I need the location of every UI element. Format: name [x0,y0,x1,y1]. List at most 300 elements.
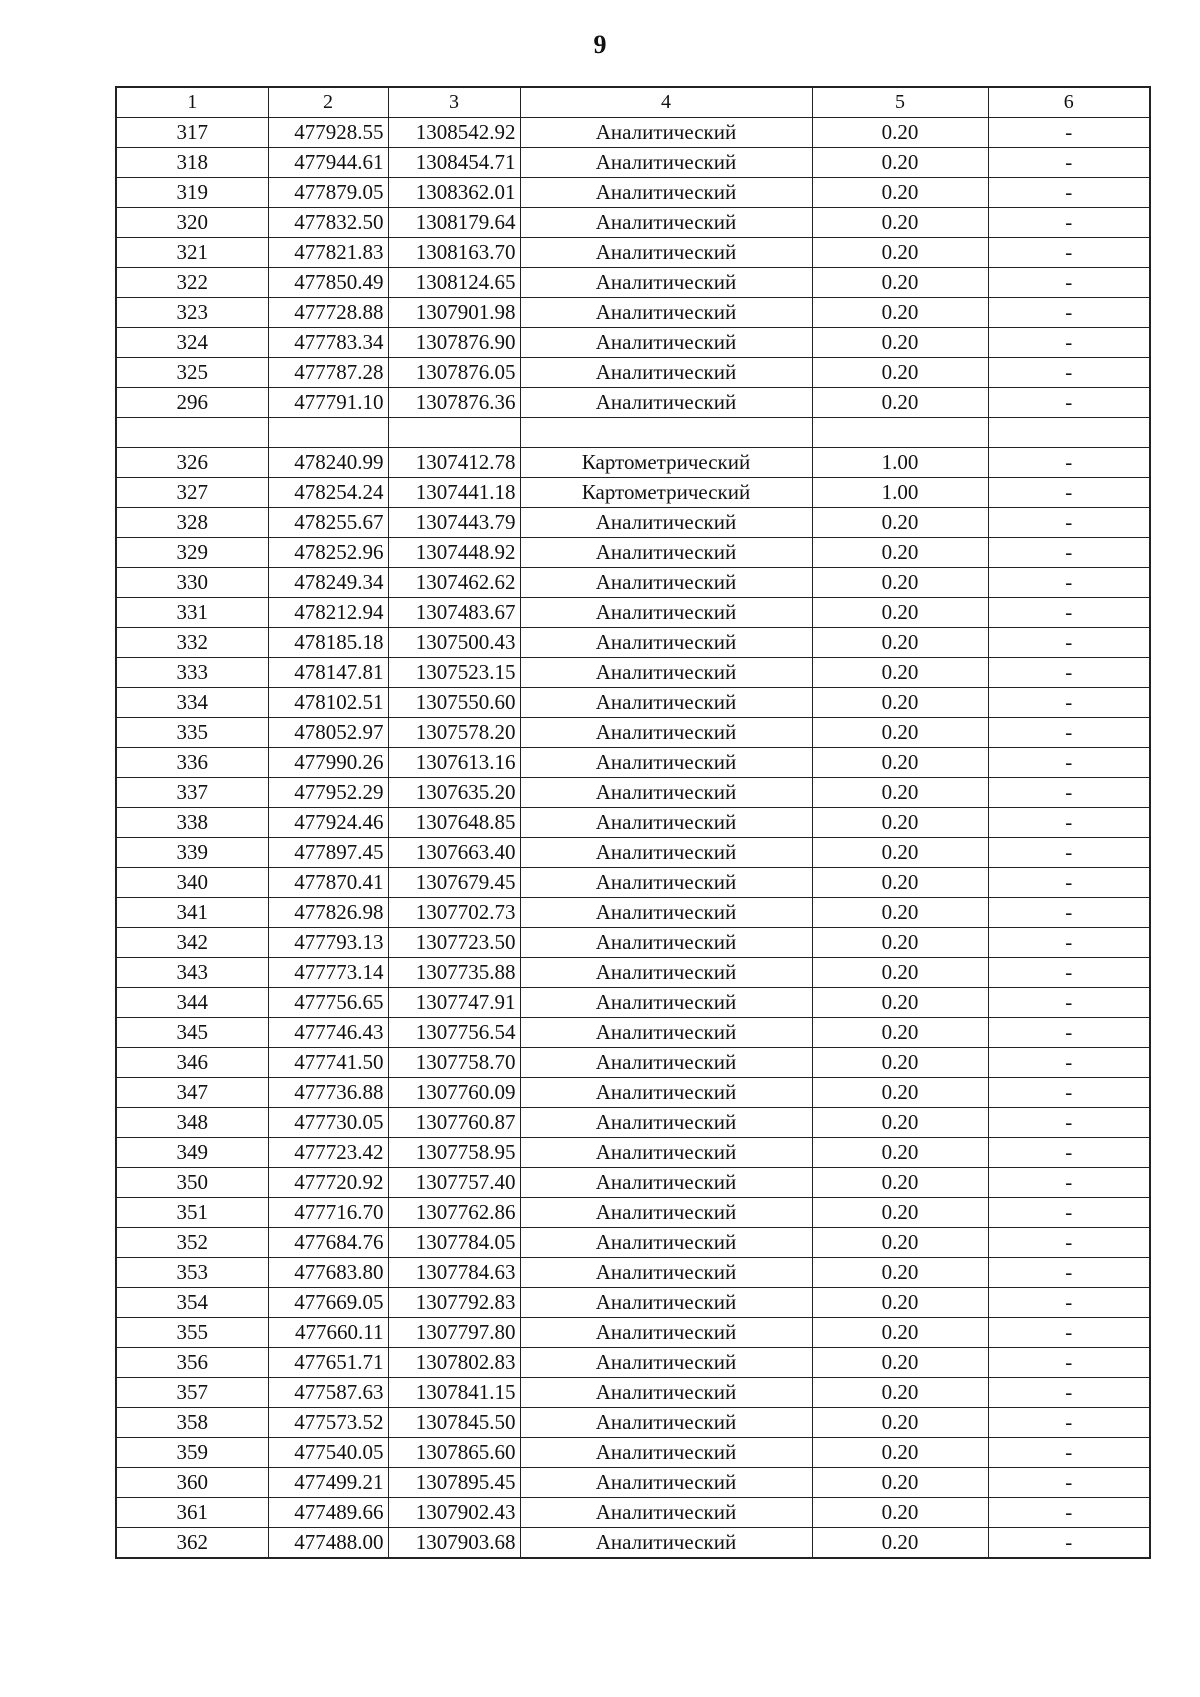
cell-accuracy: 0.20 [812,1468,988,1498]
cell-coord-x: 477684.76 [268,1228,388,1258]
cell-coord-y: 1307578.20 [388,718,520,748]
cell-coord-y: 1307648.85 [388,808,520,838]
cell-point-number: 337 [116,778,268,808]
cell-note: - [988,178,1150,208]
cell-point-number: 317 [116,118,268,148]
table-row [116,1348,1150,1378]
cell-note: - [988,1108,1150,1138]
cell-coord-y: 1307758.95 [388,1138,520,1168]
cell-method: Аналитический [520,838,812,868]
cell-coord-x: 477728.88 [268,298,388,328]
cell-accuracy: 0.20 [812,148,988,178]
cell-point-number: 323 [116,298,268,328]
cell-note: - [988,568,1150,598]
cell-point-number: 338 [116,808,268,838]
cell-method: Аналитический [520,688,812,718]
cell-note: - [988,718,1150,748]
cell-note: - [988,1528,1150,1559]
cell-coord-y: 1307756.54 [388,1018,520,1048]
cell-coord-y: 1307792.83 [388,1288,520,1318]
cell-coord-y: 1308179.64 [388,208,520,238]
cell-method: Аналитический [520,868,812,898]
cell-method [520,418,812,448]
cell-coord-y [388,418,520,448]
cell-accuracy: 0.20 [812,1198,988,1228]
cell-method: Аналитический [520,388,812,418]
cell-accuracy: 0.20 [812,358,988,388]
cell-coord-x: 477587.63 [268,1378,388,1408]
cell-note: - [988,1078,1150,1108]
cell-note: - [988,1168,1150,1198]
cell-note: - [988,268,1150,298]
cell-accuracy: 0.20 [812,1528,988,1559]
cell-note: - [988,1138,1150,1168]
cell-method: Аналитический [520,598,812,628]
table-row [116,1048,1150,1078]
cell-accuracy: 1.00 [812,478,988,508]
cell-coord-y: 1307483.67 [388,598,520,628]
cell-point-number: 329 [116,538,268,568]
cell-accuracy: 0.20 [812,268,988,298]
table-row [116,718,1150,748]
table-row [116,448,1150,478]
cell-method: Аналитический [520,508,812,538]
cell-point-number: 348 [116,1108,268,1138]
cell-point-number: 332 [116,628,268,658]
cell-coord-y: 1307876.05 [388,358,520,388]
cell-note: - [988,298,1150,328]
cell-coord-x: 478052.97 [268,718,388,748]
cell-coord-y: 1307663.40 [388,838,520,868]
cell-coord-x: 477793.13 [268,928,388,958]
cell-coord-y: 1307876.90 [388,328,520,358]
cell-point-number: 355 [116,1318,268,1348]
cell-coord-x: 478102.51 [268,688,388,718]
page-number: 9 [593,30,607,59]
cell-point-number: 362 [116,1528,268,1559]
cell-coord-y: 1307462.62 [388,568,520,598]
cell-point-number: 357 [116,1378,268,1408]
cell-point-number: 360 [116,1468,268,1498]
cell-method: Аналитический [520,1318,812,1348]
cell-coord-x: 477489.66 [268,1498,388,1528]
coordinates-table [115,86,1151,1559]
cell-point-number: 347 [116,1078,268,1108]
cell-method: Аналитический [520,1408,812,1438]
cell-coord-x: 477870.41 [268,868,388,898]
cell-note: - [988,1408,1150,1438]
cell-coord-y: 1307679.45 [388,868,520,898]
cell-accuracy: 0.20 [812,1258,988,1288]
cell-note: - [988,898,1150,928]
table-row [116,208,1150,238]
cell-note: - [988,148,1150,178]
cell-note: - [988,1348,1150,1378]
cell-method: Аналитический [520,148,812,178]
table-row [116,658,1150,688]
table-row [116,418,1150,448]
cell-coord-y: 1307895.45 [388,1468,520,1498]
cell-coord-y: 1307500.43 [388,628,520,658]
table-row [116,178,1150,208]
header-cell-5: 5 [812,87,988,118]
cell-point-number: 354 [116,1288,268,1318]
cell-coord-y: 1307412.78 [388,448,520,478]
cell-note: - [988,1468,1150,1498]
table-row [116,1498,1150,1528]
cell-point-number: 327 [116,478,268,508]
cell-accuracy: 0.20 [812,748,988,778]
cell-coord-x: 478147.81 [268,658,388,688]
cell-coord-y: 1307784.63 [388,1258,520,1288]
cell-note: - [988,208,1150,238]
table-row [116,1468,1150,1498]
cell-coord-x: 477783.34 [268,328,388,358]
cell-method: Аналитический [520,1468,812,1498]
cell-coord-y: 1307441.18 [388,478,520,508]
table-row [116,1138,1150,1168]
cell-point-number: 345 [116,1018,268,1048]
table-row [116,538,1150,568]
table-row [116,1108,1150,1138]
table-row [116,1018,1150,1048]
cell-accuracy: 0.20 [812,1498,988,1528]
cell-method: Аналитический [520,1078,812,1108]
cell-point-number [116,418,268,448]
cell-point-number: 318 [116,148,268,178]
cell-note: - [988,448,1150,478]
table-row [116,568,1150,598]
cell-note: - [988,238,1150,268]
cell-coord-x: 477952.29 [268,778,388,808]
cell-coord-y: 1308362.01 [388,178,520,208]
cell-coord-x: 477821.83 [268,238,388,268]
cell-point-number: 341 [116,898,268,928]
table-row [116,1318,1150,1348]
cell-coord-x: 477787.28 [268,358,388,388]
header-cell-4: 4 [520,87,812,118]
cell-coord-y: 1307841.15 [388,1378,520,1408]
cell-method: Аналитический [520,268,812,298]
cell-point-number: 330 [116,568,268,598]
cell-point-number: 325 [116,358,268,388]
cell-coord-y: 1307723.50 [388,928,520,958]
cell-point-number: 352 [116,1228,268,1258]
cell-accuracy: 0.20 [812,388,988,418]
cell-accuracy: 0.20 [812,328,988,358]
cell-method: Аналитический [520,748,812,778]
table-row [116,628,1150,658]
table-body [116,118,1150,1559]
cell-note: - [988,1198,1150,1228]
cell-accuracy: 0.20 [812,1108,988,1138]
cell-note: - [988,538,1150,568]
cell-method: Аналитический [520,1228,812,1258]
cell-note: - [988,1258,1150,1288]
cell-point-number: 322 [116,268,268,298]
cell-note: - [988,808,1150,838]
cell-note [988,418,1150,448]
cell-method: Аналитический [520,1198,812,1228]
cell-point-number: 353 [116,1258,268,1288]
cell-point-number: 356 [116,1348,268,1378]
cell-accuracy: 0.20 [812,718,988,748]
table-row [116,508,1150,538]
cell-point-number: 320 [116,208,268,238]
cell-accuracy: 0.20 [812,118,988,148]
cell-accuracy: 0.20 [812,1378,988,1408]
header-row [116,87,1150,118]
cell-coord-y: 1307523.15 [388,658,520,688]
cell-method: Аналитический [520,628,812,658]
cell-coord-x: 477826.98 [268,898,388,928]
cell-accuracy: 0.20 [812,898,988,928]
cell-method: Аналитический [520,118,812,148]
cell-method: Аналитический [520,1288,812,1318]
table-row [116,988,1150,1018]
cell-method: Аналитический [520,718,812,748]
table-row [116,688,1150,718]
table-row [116,928,1150,958]
table-row [116,1228,1150,1258]
table-row [116,1438,1150,1468]
cell-accuracy: 0.20 [812,778,988,808]
header-cell-3: 3 [388,87,520,118]
cell-method: Аналитический [520,928,812,958]
cell-coord-x: 477741.50 [268,1048,388,1078]
cell-note: - [988,628,1150,658]
cell-point-number: 336 [116,748,268,778]
cell-note: - [988,748,1150,778]
cell-note: - [988,328,1150,358]
table-row [116,598,1150,628]
table-row [116,1288,1150,1318]
cell-coord-x: 477716.70 [268,1198,388,1228]
cell-coord-x: 478185.18 [268,628,388,658]
table-row [116,838,1150,868]
cell-coord-y: 1307757.40 [388,1168,520,1198]
cell-note: - [988,1288,1150,1318]
header-cell-2: 2 [268,87,388,118]
cell-accuracy: 0.20 [812,1348,988,1378]
cell-coord-y: 1307747.91 [388,988,520,1018]
cell-accuracy: 0.20 [812,508,988,538]
table-row [116,1258,1150,1288]
cell-method: Аналитический [520,1018,812,1048]
cell-coord-y: 1308542.92 [388,118,520,148]
table-row [116,868,1150,898]
cell-coord-x: 477944.61 [268,148,388,178]
table-row [116,238,1150,268]
cell-method: Аналитический [520,1498,812,1528]
cell-coord-y: 1307876.36 [388,388,520,418]
cell-point-number: 321 [116,238,268,268]
cell-coord-y: 1307735.88 [388,958,520,988]
cell-accuracy: 0.20 [812,1438,988,1468]
cell-method: Аналитический [520,1258,812,1288]
cell-method: Аналитический [520,238,812,268]
cell-point-number: 346 [116,1048,268,1078]
cell-accuracy: 0.20 [812,298,988,328]
header-cell-6: 6 [988,87,1150,118]
cell-method: Аналитический [520,658,812,688]
cell-point-number: 326 [116,448,268,478]
cell-method: Аналитический [520,208,812,238]
cell-note: - [988,478,1150,508]
cell-accuracy: 0.20 [812,568,988,598]
cell-point-number: 335 [116,718,268,748]
table-row [116,808,1150,838]
cell-accuracy: 1.00 [812,448,988,478]
cell-coord-y: 1307762.86 [388,1198,520,1228]
cell-coord-y: 1307797.80 [388,1318,520,1348]
cell-point-number: 331 [116,598,268,628]
cell-method: Аналитический [520,958,812,988]
cell-coord-x: 477660.11 [268,1318,388,1348]
cell-coord-x: 477683.80 [268,1258,388,1288]
table-row [116,388,1150,418]
cell-accuracy: 0.20 [812,658,988,688]
cell-method: Картометрический [520,478,812,508]
cell-coord-y: 1307845.50 [388,1408,520,1438]
cell-coord-x: 477573.52 [268,1408,388,1438]
cell-coord-y: 1307784.05 [388,1228,520,1258]
cell-point-number: 351 [116,1198,268,1228]
cell-coord-x: 477791.10 [268,388,388,418]
header-cell-1: 1 [116,87,268,118]
cell-method: Аналитический [520,1138,812,1168]
table-header [116,87,1150,118]
cell-coord-y: 1307443.79 [388,508,520,538]
cell-note: - [988,688,1150,718]
cell-coord-x: 478212.94 [268,598,388,628]
cell-accuracy: 0.20 [812,958,988,988]
cell-coord-x: 477669.05 [268,1288,388,1318]
cell-note: - [988,1018,1150,1048]
cell-note: - [988,928,1150,958]
cell-note: - [988,1438,1150,1468]
cell-point-number: 342 [116,928,268,958]
cell-coord-x: 477651.71 [268,1348,388,1378]
cell-method: Аналитический [520,1168,812,1198]
cell-point-number: 344 [116,988,268,1018]
cell-note: - [988,988,1150,1018]
cell-coord-y: 1307635.20 [388,778,520,808]
cell-accuracy: 0.20 [812,208,988,238]
cell-accuracy: 0.20 [812,1078,988,1108]
cell-coord-y: 1307802.83 [388,1348,520,1378]
cell-coord-x: 478252.96 [268,538,388,568]
cell-coord-y: 1307865.60 [388,1438,520,1468]
cell-coord-y: 1308454.71 [388,148,520,178]
cell-coord-x: 478254.24 [268,478,388,508]
cell-point-number: 334 [116,688,268,718]
cell-method: Аналитический [520,1348,812,1378]
cell-note: - [988,1048,1150,1078]
cell-method: Аналитический [520,538,812,568]
cell-coord-y: 1307613.16 [388,748,520,778]
cell-coord-x: 477540.05 [268,1438,388,1468]
table-row [116,1408,1150,1438]
cell-point-number: 339 [116,838,268,868]
cell-accuracy: 0.20 [812,1018,988,1048]
cell-point-number: 319 [116,178,268,208]
cell-coord-x [268,418,388,448]
cell-method: Аналитический [520,568,812,598]
cell-note: - [988,118,1150,148]
cell-coord-y: 1307902.43 [388,1498,520,1528]
cell-note: - [988,508,1150,538]
cell-note: - [988,778,1150,808]
table-row [116,1528,1150,1559]
cell-point-number: 343 [116,958,268,988]
cell-accuracy: 0.20 [812,928,988,958]
cell-note: - [988,598,1150,628]
cell-accuracy: 0.20 [812,238,988,268]
cell-point-number: 349 [116,1138,268,1168]
cell-method: Аналитический [520,1438,812,1468]
cell-method: Аналитический [520,1378,812,1408]
cell-point-number: 333 [116,658,268,688]
cell-method: Аналитический [520,1528,812,1559]
cell-accuracy: 0.20 [812,1408,988,1438]
cell-method: Аналитический [520,808,812,838]
cell-coord-x: 477773.14 [268,958,388,988]
cell-method: Аналитический [520,358,812,388]
cell-coord-y: 1308124.65 [388,268,520,298]
cell-accuracy: 0.20 [812,1318,988,1348]
table-row [116,478,1150,508]
cell-note: - [988,1498,1150,1528]
cell-accuracy: 0.20 [812,1048,988,1078]
cell-coord-x: 477924.46 [268,808,388,838]
cell-coord-x: 477832.50 [268,208,388,238]
cell-coord-x: 477897.45 [268,838,388,868]
cell-point-number: 350 [116,1168,268,1198]
cell-coord-x: 477746.43 [268,1018,388,1048]
cell-coord-x: 477990.26 [268,748,388,778]
cell-method: Аналитический [520,898,812,928]
cell-method: Аналитический [520,178,812,208]
cell-coord-x: 477723.42 [268,1138,388,1168]
cell-accuracy: 0.20 [812,628,988,658]
cell-method: Аналитический [520,1048,812,1078]
cell-point-number: 324 [116,328,268,358]
cell-accuracy: 0.20 [812,988,988,1018]
cell-coord-x: 478255.67 [268,508,388,538]
cell-accuracy: 0.20 [812,538,988,568]
table-row [116,748,1150,778]
cell-accuracy: 0.20 [812,838,988,868]
cell-accuracy: 0.20 [812,808,988,838]
cell-point-number: 328 [116,508,268,538]
table-row [116,1078,1150,1108]
cell-accuracy: 0.20 [812,178,988,208]
cell-accuracy: 0.20 [812,1138,988,1168]
cell-coord-y: 1307550.60 [388,688,520,718]
cell-note: - [988,1378,1150,1408]
cell-coord-y: 1307702.73 [388,898,520,928]
cell-method: Аналитический [520,988,812,1018]
cell-point-number: 359 [116,1438,268,1468]
cell-coord-y: 1307758.70 [388,1048,520,1078]
cell-note: - [988,358,1150,388]
cell-coord-x: 477730.05 [268,1108,388,1138]
table-row [116,778,1150,808]
cell-point-number: 358 [116,1408,268,1438]
table-row [116,1378,1150,1408]
cell-accuracy: 0.20 [812,1168,988,1198]
